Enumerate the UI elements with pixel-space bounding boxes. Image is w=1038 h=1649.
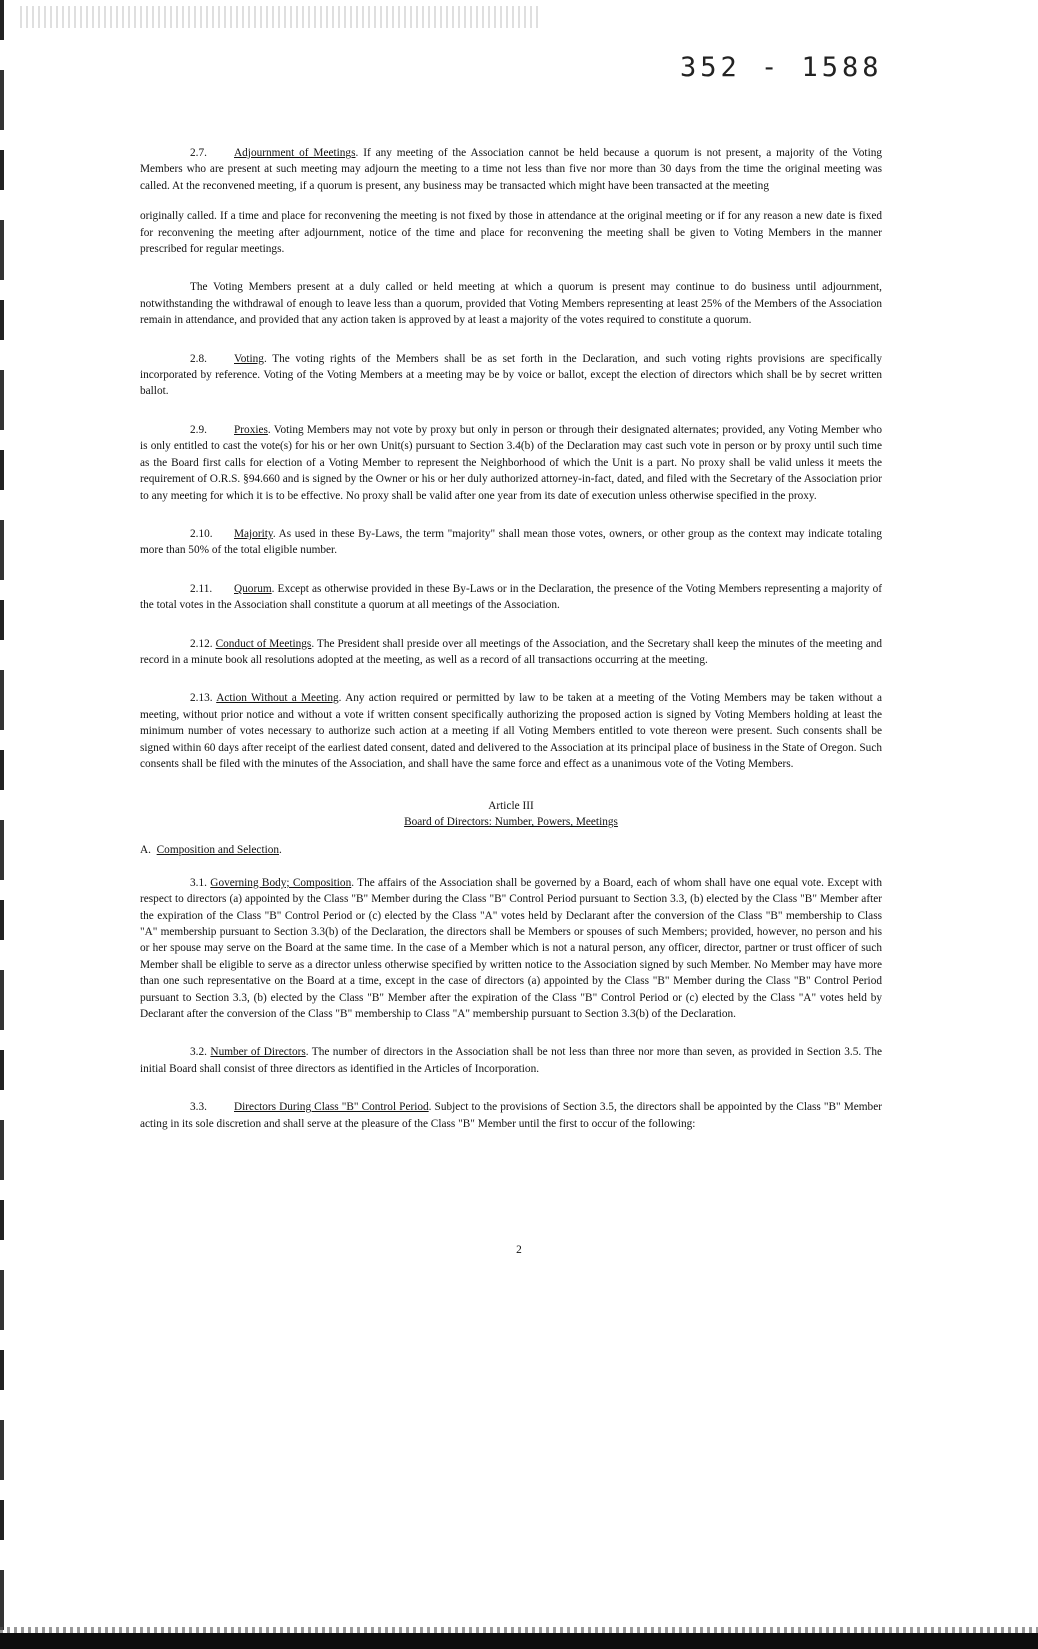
section-2-7-continued (140, 208, 882, 257)
section-2-12 (140, 636, 882, 669)
section-number: 3.1. (190, 876, 207, 889)
section-title: Number of Directors (210, 1046, 306, 1059)
section-title: Quorum (234, 582, 272, 595)
section-number: 2.11. (190, 582, 213, 595)
section-text: The Voting Members present at a duly called or held meeting at which a quorum is present may continue to do business until adjournment, notwithstanding the withdrawal of enough to leave less than a quorum, provided that Voting Members representing at least 25% of the Members of the Association remain in attendance, and provided that any action taken is approved by at least a majority of the votes required to constitute a quorum. (140, 281, 882, 327)
section-number: 2.10. (190, 527, 213, 540)
section-title: Voting (234, 352, 264, 365)
section-2-7-paragraph (140, 279, 882, 328)
document-body (140, 145, 882, 1146)
section-3-2 (140, 1044, 882, 1077)
scan-bottom-artifact (0, 1633, 1038, 1649)
section-number: 2.13. (190, 692, 213, 705)
section-text: . The President shall preside over all meetings of the Association, and the Secretary shall keep the minutes of the meeting and record in a minute book all resolutions adopted at the meeting, as well as a record of all transactions occurring at the meeting. (140, 637, 883, 666)
subsection-title: Composition and Selection (156, 844, 280, 857)
section-number: 2.8. (190, 352, 207, 365)
section-number: 3.3. (190, 1101, 207, 1114)
section-text: . Subject to the provisions of Section 3.5, the directors shall be appointed by the Class "B" Member acting in its sole discretion and shall serve at the pleasure of the Class "B" Member until the first to occur of the following: (140, 1101, 882, 1130)
subsection-label: A. (140, 844, 151, 857)
section-text: . The affairs of the Association shall be governed by a Board, each of whom shall have one equal vote. Except with respect to directors (a) appointed by the Class "B" Member during the Class "B" Control Period pursuant to Section 3.3, (b) elected by the Class "B" Member after the expiration of the Class "B" Control Period or (c) elected by the Class "A" votes held by Declarant after the conversion of the Class "B" membership to Class "A" membership pursuant to Section 3.3(b) of the Declaration, the directors shall be Members or spouses of such Members; provided, however, no person and his or her spouse may serve on the Board at the same time. In the case of a Member which is not a natural person, any officer, director, partner or trust officer of such Member shall be eligible to serve as a director unless otherwise specified by written notice to the Association signed by such Member. No Member may have more than one such representative on the Board at a time, except in the case of directors (a) appointed by the Class "B" Member during the Class "B" Control Period pursuant to Section 3.3, (b) elected by the Class "B" Member after the expiration of the Class "B" Control Period or (c) elected by the Class "A" votes held by Declarant after the conversion of the Class "B" membership to Class "A" membership pursuant to Section 3.3(b) of the Declaration. (140, 876, 882, 1021)
section-2-11 (140, 581, 882, 614)
section-2-8 (140, 351, 882, 400)
section-title: Majority (234, 527, 273, 540)
article-heading (140, 798, 882, 830)
section-title: Action Without a Meeting (216, 692, 339, 705)
section-number: 2.9. (190, 423, 207, 436)
section-title: Directors During Class "B" Control Period (234, 1101, 429, 1114)
section-title: Adjournment of Meetings (234, 147, 356, 159)
section-text: . Voting Members may not vote by proxy but only in person or through their designated alternates; provided, any Voting Member who is only entitled to cast the vote(s) for his or her own Unit(s) pursuant to Section 3.4(b) of the Declaration may cast such vote in person or by proxy until such time as the Board first calls for election of a Voting Member to represent the Neighborhood of which the Unit is a part. No proxy shall be valid unless it meets the requirement of O.R.S. §94.660 and is signed by the Owner or his or her duly authorized attorney-in-fact, dated, and filed with the Secretary of the Association prior to any meeting for which it is to be effective. No proxy shall be valid after one year from its date of execution unless otherwise specified in the proxy. (140, 423, 882, 502)
section-2-7 (140, 145, 882, 194)
section-text: . The voting rights of the Members shall be as set forth in the Declaration, and such voting rights provisions are specifically incorporated by reference. Voting of the Voting Members at a meeting may be by voice or ballot, except the election of directors which shall be by secret written ballot. (140, 352, 882, 398)
section-2-9 (140, 422, 882, 504)
scan-edge-artifact (0, 0, 4, 1649)
section-text: . Any action required or permitted by law to be taken at a meeting of the Voting Members may be taken without a meeting, without prior notice and without a vote if written consent specifically authorizing the proposed action is signed by Voting Members holding at least the minimum number of votes necessary to authorize such action at a meeting if all Voting Members entitled to vote thereon were present. Such consents shall be signed within 60 days after receipt of the earliest dated consent, dated and delivered to the Association at its principal place of business in the State of Oregon. Such consents shall be filed with the minutes of the Association, and shall have the same force and effect as a unanimous vote of the Voting Members. (140, 692, 883, 770)
section-text: . If any meeting of the Association cannot be held because a quorum is not present, a majority of the Voting Members who are present at such meeting may adjourn the meeting to a time not less than five nor more than 30 days from the time the original meeting was called. At the reconvened meeting, if a quorum is present, any business may be transacted which might have been transacted at the meeting (140, 147, 883, 192)
section-number: 2.12. (190, 637, 213, 650)
section-text: . As used in these By-Laws, the term "majority" shall mean those votes, owners, or other group as the context may indicate totaling more than 50% of the total eligible number. (140, 527, 882, 557)
section-2-10 (140, 526, 882, 559)
section-2-13 (140, 690, 882, 772)
section-text: . Except as otherwise provided in these By-Laws or in the Declaration, the presence of the Voting Members representing a majority of the total votes in the Association shall constitute a quorum at all meetings of the Association. (140, 582, 882, 612)
scan-smudge-artifact (20, 6, 540, 28)
article-subtitle: Board of Directors: Number, Powers, Meetings (404, 816, 618, 829)
article-title: Article III (488, 800, 534, 813)
section-3-1 (140, 875, 882, 1023)
section-title: Conduct of Meetings (215, 637, 312, 650)
section-text: . The number of directors in the Association shall be not less than three nor more than seven, as provided in Section 3.5. The initial Board shall consist of three directors as identified in the Articles of Incorporation. (140, 1046, 882, 1075)
section-title: Proxies (234, 423, 268, 436)
recording-stamp: 352 - 1588 (680, 52, 883, 83)
section-title: Governing Body; Composition (210, 876, 352, 889)
section-3-3 (140, 1099, 882, 1132)
subsection-suffix: . (279, 844, 282, 857)
section-number: 3.2. (190, 1046, 207, 1059)
subsection-heading (140, 842, 882, 858)
page-number: 2 (516, 1244, 522, 1256)
section-text: originally called. If a time and place for reconvening the meeting is not fixed by those in attendance at the original meeting or if for any reason a new date is fixed for reconvening the meeting after adjournment, notice of the time and place for reconvening the meeting shall be given to Voting Members in the manner prescribed for regular meetings. (140, 210, 882, 256)
section-number: 2.7. (190, 147, 207, 159)
